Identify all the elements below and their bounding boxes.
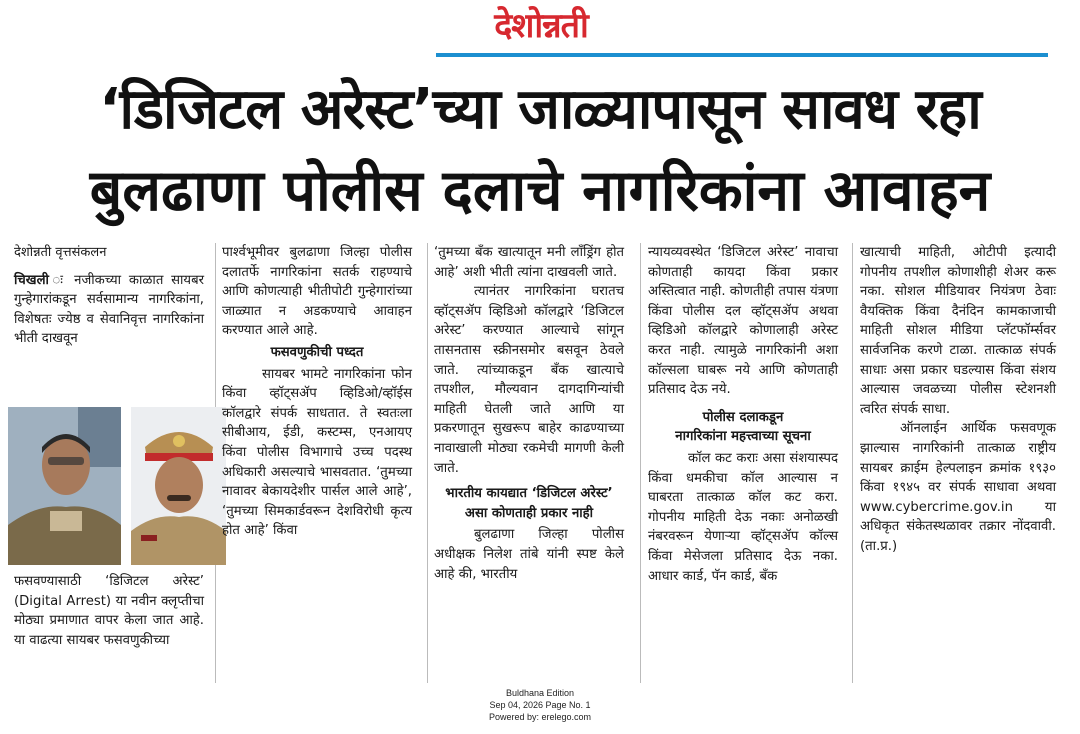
paragraph: बुलढाणा जिल्हा पोलीस अधीक्षक निलेश तांबे यांनी स्पष्ट केले आहे की, भारतीय <box>434 527 624 582</box>
officer-photo <box>8 407 121 565</box>
paragraph: ऑनलाईन आर्थिक फसवणूक झाल्यास नागरिकांनी तात्काळ राष्ट्रीय सायबर क्राईम हेल्पलाइन क्रमांक १९३० किंवा १९४५ वर संपर्क साधावा अथवा www.cybercrime.gov.in या अधिकृत संकेतस्थळावर तक्रार नोंदवावी. (ता.प्र.) <box>860 421 1056 554</box>
paragraph: पार्श्वभूमीवर बुलढाणा जिल्हा पोलीस दलातर्फे नागरिकांना सतर्क राहण्याचे आणि कोणत्याही भीतीपोटी गुन्हेगारांच्या जाळ्यात न अडकण्याचे आवाहन करण्यात आले आहे. <box>222 245 412 339</box>
subheading: भारतीय कायद्यात ‘डिजिटल अरेस्ट’ <box>445 486 613 502</box>
paragraph: ‘तुमच्या बँक खात्यातून मनी लाँड्रिंग होत आहे’ अशी भीती त्यांना दाखवली जाते. <box>434 245 624 280</box>
column-divider <box>852 243 853 683</box>
subheading: नागरिकांना महत्त्वाच्या सूचना <box>675 429 811 445</box>
subheading: फसवणुकीची पध्दत <box>270 344 364 360</box>
column-divider <box>640 243 641 683</box>
powered-by-link[interactable]: Powered by: erelego.com <box>488 712 592 722</box>
sp-photo <box>131 407 226 565</box>
subheading: असा कोणताही प्रकार नाही <box>464 505 594 521</box>
masthead-rule <box>436 53 1048 57</box>
newspaper-logo: देशोन्नती <box>494 6 588 46</box>
article-column-5 <box>860 243 1056 557</box>
lead-text: ः नजीकच्या काळात सायबर गुन्हेगारांकडून सर्वसामान्य नागरिकांना, विशेषतः ज्येष्ठ व सेवानिवृत्त नागरिकांना भीती दाखवून <box>14 272 204 347</box>
masthead <box>0 0 1080 62</box>
headline-sub: बुलढाणा पोलीस दलाचे नागरिकांना आवाहन <box>89 158 991 224</box>
sp-photo-art <box>131 407 226 565</box>
paragraph: त्यानंतर नागरिकांना घरातच व्हॉट्सॲप व्हिडिओ कॉलद्वारे ‘डिजिटल अरेस्ट’ करण्यात आल्याचे सांगून तासनतास स्क्रीनसमोर बसवून ठेवले जाते. त्यांच्याकडून बँक खात्याचे तपशील, मौल्यवान दागदागिन्यांची माहिती घेतली जाते आणि या प्रकरणातून सुखरूप बाहेर काढण्याच्या नावाखाली मोठ्या रकमेची मागणी केली जाते. <box>434 284 624 476</box>
photo-strip <box>8 407 214 565</box>
byline: देशोन्नती वृत्तसंकलन <box>14 245 107 260</box>
paragraph: न्यायव्यवस्थेत ‘डिजिटल अरेस्ट’ नावाचा कोणताही कायदा किंवा प्रकार अस्तित्वात नाही. कोणतीही तपास यंत्रणा किंवा पोलीस दल व्हॉट्सॲप अथवा व्हिडिओ कॉलद्वारे कोणालाही अरेस्ट करत नाही. त्यामुळे नागरिकांनी अशा कॉल्सला घाबरू नये आणि कोणताही प्रतिसाद देऊ नये. <box>648 245 838 398</box>
dateline-place: चिखली <box>14 272 49 288</box>
headline-main: ‘डिजिटल अरेस्ट’च्या जाळ्यापासून सावध रहा <box>99 77 981 142</box>
edition-label: Buldhana Edition <box>505 688 575 698</box>
paragraph: सायबर भामटे नागरिकांना फोन किंवा व्हॉट्सॲप व्हिडिओ/व्हॉईस कॉलद्वारे संपर्क साधतात. ते स्वतःला सीबीआय, ईडी, कस्टम्स, एनआयए किंवा पोलीस विभागाचे उच्च पदस्थ अधिकारी असल्याचे भासवतात. ‘तुमच्या नावावर बेकायदेशीर पार्सल आले आहे’, ‘तुमच्या सिमकार्डवरून देशविरोधी कृत्य होत आहे’ किंवा <box>222 366 412 539</box>
article-column-3 <box>434 243 624 584</box>
page-footer <box>440 687 640 723</box>
paragraph: कॉल कट कराः असा संशयास्पद किंवा धमकीचा कॉल आल्यास न घाबरता तात्काळ कॉल कट करा. गोपनीय माहिती देऊ नकाः अनोळखी नंबरवरून येणाऱ्या व्हॉट्सॲप कॉल्स किंवा मेसेजला प्रतिसाद देऊ नका. आधार कार्ड, पॅन कार्ड, बँक <box>648 450 838 584</box>
edition-date: Sep 04, 2026 Page No. 1 <box>489 700 591 710</box>
article-column-1 <box>14 243 204 349</box>
lead-paragraph <box>14 271 204 349</box>
paragraph: खात्याची माहिती, ओटीपी इत्यादी गोपनीय तपशील कोणाशीही शेअर करू नका. सोशल मीडियावर नियंत्रण ठेवाः वैयक्तिक किंवा दैनंदिन कामकाजाची माहिती सोशल मीडिया प्लॅटफॉर्म्सवर सार्वजनिक करणे टाळा. तात्काळ संपर्क साधाः असा प्रकार घडल्यास किंवा संशय आल्यास जवळच्या पोलीस स्टेशनशी त्वरित संपर्क साधा. <box>860 245 1056 417</box>
article-column-4 <box>648 243 838 586</box>
subheading: पोलीस दलाकडून <box>702 409 784 425</box>
article-column-2 <box>222 243 412 541</box>
officer-photo-art <box>8 407 121 565</box>
article-column-1-continued: फसवण्यासाठी ‘डिजिटल अरेस्ट’ (Digital Arrest) या नवीन क्लृप्तीचा मोठ्या प्रमाणात वापर केला जात आहे. या वाढत्या सायबर फसवणुकीच्या <box>14 574 204 648</box>
column-divider <box>427 243 428 683</box>
